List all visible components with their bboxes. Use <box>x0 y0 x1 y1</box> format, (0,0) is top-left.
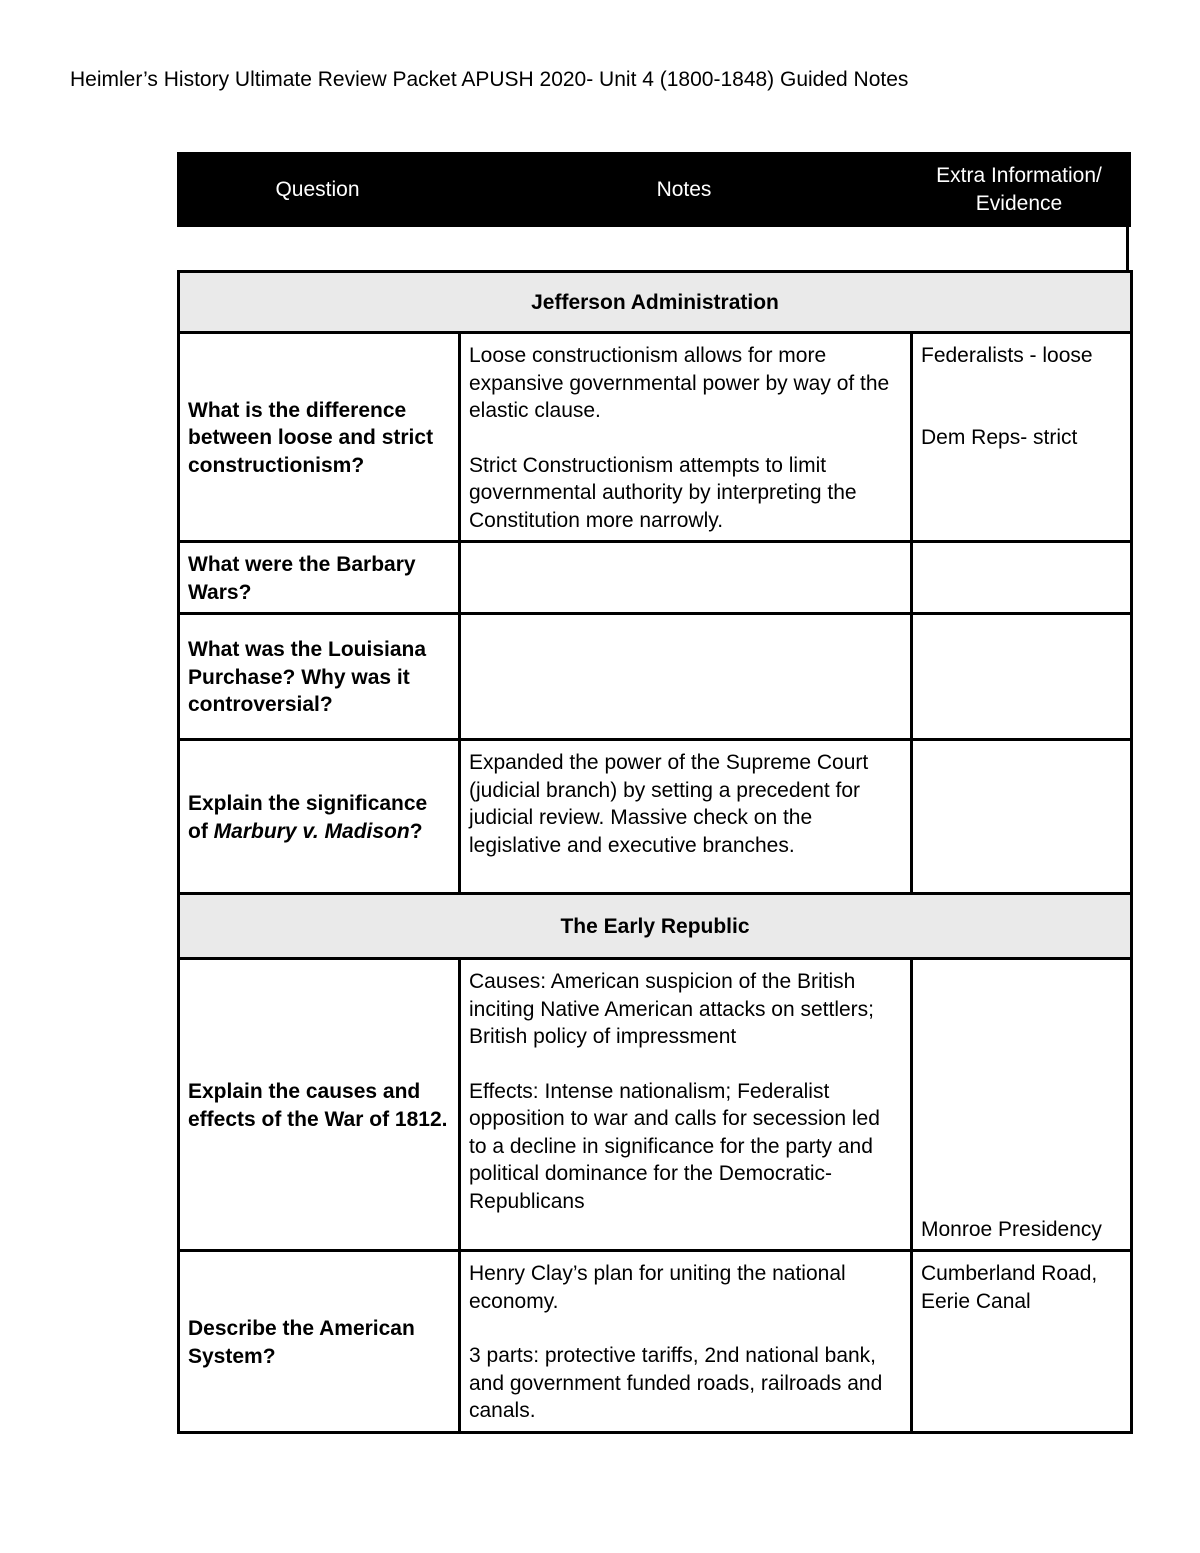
notes-cell <box>460 542 912 614</box>
section-title: Jefferson Administration <box>179 272 1132 333</box>
case-name: Marbury v. Madison <box>213 819 410 843</box>
question-cell: What is the difference between loose and strict constructionism? <box>179 333 460 542</box>
extra-cell <box>912 542 1132 614</box>
notes-table <box>177 270 1133 1434</box>
question-cell: What were the Barbary Wars? <box>179 542 460 614</box>
table-row <box>179 542 1132 614</box>
extra-cell <box>912 959 1132 1251</box>
table-divider <box>1126 227 1129 271</box>
extra-text: Monroe Presidency <box>921 1217 1102 1241</box>
header-notes: Notes <box>656 177 712 201</box>
section-row <box>179 894 1132 959</box>
table-row <box>179 333 1132 542</box>
notes-cell <box>460 959 912 1251</box>
extra-cell <box>912 614 1132 740</box>
notes-cell <box>460 614 912 740</box>
question-suffix: ? <box>409 819 423 843</box>
page-title: Heimler’s History Ultimate Review Packet APUSH 2020- Unit 4 (1800-1848) Guided Notes <box>70 68 909 91</box>
notes-cell <box>460 740 912 894</box>
table-row <box>179 1251 1132 1433</box>
extra-cell <box>912 1251 1132 1433</box>
table-row <box>179 614 1132 740</box>
notes-paragraph: Causes: American suspicion of the British inciting Native American attacks on settlers; British policy of impressment <box>469 970 875 1048</box>
question-cell <box>179 740 460 894</box>
notes-paragraph: Loose constructionism allows for more expansive governmental power by way of the elastic clause. <box>469 344 890 422</box>
section-title: The Early Republic <box>179 894 1132 959</box>
section-row <box>179 272 1132 333</box>
notes-cell <box>460 1251 912 1433</box>
extra-text: Cumberland Road, Eerie Canal <box>921 1262 1098 1313</box>
header-question: Question <box>275 177 360 201</box>
table-row <box>179 740 1132 894</box>
extra-text: Federalists - loose <box>921 344 1093 367</box>
table-header <box>177 152 1131 227</box>
table-row <box>179 959 1132 1251</box>
extra-cell <box>912 740 1132 894</box>
question-cell: What was the Louisiana Purchase? Why was it controversial? <box>179 614 460 740</box>
extra-text: Dem Reps- strict <box>921 426 1078 449</box>
notes-cell <box>460 333 912 542</box>
header-extra: Extra Information/ Evidence <box>936 163 1102 215</box>
extra-cell <box>912 333 1132 542</box>
notes-paragraph: Strict Constructionism attempts to limit governmental authority by interpreting the Constitution more narrowly. <box>469 453 857 532</box>
notes-paragraph: Effects: Intense nationalism; Federalist opposition to war and calls for secession led to a decline in significance for the party and political dominance for the Democratic-Republicans <box>469 1079 880 1213</box>
notes-paragraph: Henry Clay’s plan for uniting the national economy. <box>469 1262 846 1313</box>
notes-paragraph: 3 parts: protective tariffs, 2nd national bank, and government funded roads, railroads and canals. <box>469 1344 883 1422</box>
question-cell: Describe the American System? <box>179 1251 460 1433</box>
question-cell: Explain the causes and effects of the War of 1812. <box>179 959 460 1251</box>
notes-paragraph: Expanded the power of the Supreme Court (judicial branch) by setting a precedent for judicial review. Massive check on the legislative and executive branches. <box>469 751 869 857</box>
question-prefix: Explain the significance of <box>188 792 428 843</box>
